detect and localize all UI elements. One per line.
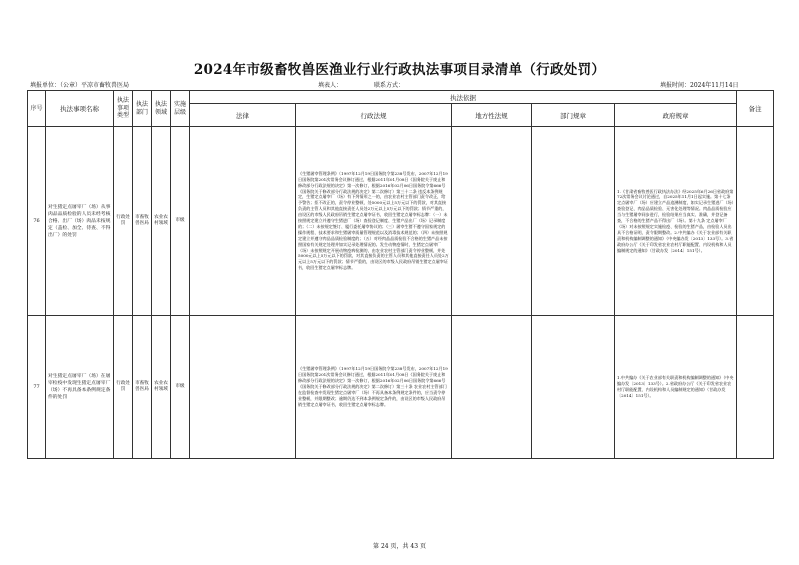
header-level: 实施层级 — [171, 91, 190, 127]
row-law — [190, 127, 296, 316]
row-gov-rule: 1.《甘肃省畜牧兽医行政执法办法》经2025年6月26日省政府第72次常务会议讨论通过，自2025年11月1日起实施。第十七条 定点屠宰厂（场）应建立产品追溯制度，如实记录生猪进厂（场）查验登记、肉品品质检验、无害化处理等情况。肉品品质检验应当与生猪屠宰同步进行，检验结果应当真实、准确，并登记备查，不合格的生猪产品不得出厂（场）。第十九条 定点屠宰厂（场）对未按照规定实施检疫、检验的生猪产品，由检验人员出具不合格证明，责令限期整改。2.中共编办《关于农业部有关职责和机构编制调整的通知》（中央编办发〔2013〕133号）。3.省政府办公厅《关于印发省农业农村厅职能配置、内设机构和人员编制规定的通知》（甘政办发〔2014〕151号）。 — [615, 127, 737, 316]
header-dept-rule: 部门规章 — [532, 104, 615, 127]
row-gov-rule: 1.中共编办《关于农业部有关职责和机构编制调整的通知》（中央编办发〔2013〕133号）。2.省政府办公厅《关于印发省农业农村厅职能配置、内设机构和人员编制规定的通知》（甘政办发〔2014〕151号）。 — [615, 316, 737, 459]
row-dept: 市畜牧兽医局 — [133, 316, 152, 459]
row-level: 市级 — [171, 316, 190, 459]
row-level: 市级 — [171, 127, 190, 316]
row-item-name: 对生猪定点屠宰厂（场）在屠宰检疫中发现生猪定点屠宰厂（场）不再具备本条例规定条件的处罚 — [46, 316, 114, 459]
row-dept-rule — [532, 127, 615, 316]
header-dept: 执法部门 — [133, 91, 152, 127]
row-item-type: 行政处罚 — [114, 316, 133, 459]
header-item-type: 执法事项类型 — [114, 91, 133, 127]
enforcement-table — [27, 90, 774, 459]
table-row — [28, 127, 774, 316]
reporting-unit: 填报单位：（公章）平凉市畜牧兽医局 — [30, 82, 130, 89]
header-field: 执法领域 — [152, 91, 171, 127]
row-field: 农业农村领域 — [152, 127, 171, 316]
row-remark — [737, 316, 774, 459]
row-seq: 76 — [28, 127, 46, 316]
row-regulation: 《生猪屠宰管理条例》（1997年12月19日国务院令第238号发布，2007年12月19日国务院第201次常务会议修订通过，根据2011年01月08日《国务院关于废止和修改部分行政法规的决定》第一次修订，根据2016年02月06日国务院令第666号《国务院关于修改部分行政法规的决定》第二次修订）第三十二条 违反本条例规定，生猪定点屠宰厂（场）有下列情形之一的，由农业农村主管部门责令改正，给予警告；拒不改正的，责令停业整顿，处5000元以上5万元以下的罚款，对其直接负责的主管人员和其他直接责任人员处2万元以上5万元以下的罚款；情节严重的，由设区的市级人民政府吊销生猪定点屠宰证书，收回生猪定点屠宰标志牌：（一）未按照规定建立并遵守生猪进厂（场）查验登记制度、生猪产品出厂（场）记录制度的；（二）未按规定签订、履行委托屠宰协议的；（三）屠宰生猪不遵守国家规定的操作规程、技术要求和生猪屠宰质量管理规范以及消毒技术规范的；（四）未按照规定建立并遵守肉品品质检验制度的；（五）对经肉品品质检验不合格的生猪产品未按照国家有关规定处理并如实记录处理情况的。发生动物疫情时，生猪定点屠宰厂（场）未按照规定开展动物疫病检测的，由农业农村主管部门责令停业整顿，并处5000元以上5万元以下的罚款，对其直接负责的主管人员和其他直接责任人员处2万元以上5万元以下的罚款；情节严重的，由设区的市级人民政府吊销生猪定点屠宰证书，收回生猪定点屠宰标志牌。 — [296, 127, 452, 316]
row-law — [190, 316, 296, 459]
contact: 联系方式： — [374, 82, 405, 89]
row-seq: 77 — [28, 316, 46, 459]
header-gov-rule: 政府规章 — [615, 104, 737, 127]
header-item-name: 执法事项名称 — [46, 91, 114, 127]
row-field: 农业农村领域 — [152, 316, 171, 459]
header-basis: 执法依据 — [190, 91, 737, 104]
header-remark: 备注 — [737, 91, 774, 127]
header-seq: 序号 — [28, 91, 46, 127]
page-number: 第 24 页，共 43 页 — [373, 543, 426, 550]
row-regulation: 《生猪屠宰管理条例》（1997年12月19日国务院令第238号发布，2007年12月19日国务院第201次常务会议修订通过，根据2011年01月08日《国务院关于废止和修改部分行政法规的决定》第一次修订，根据2016年02月06日国务院令第666号《国务院关于修改部分行政法规的决定》第二次修订）第三十条 农业农村主管部门在监督检查中发现生猪定点屠宰厂（场）不再具备本条例规定条件的，应当责令停业整顿，并限期整改；逾期仍达不到本条例规定条件的，由设区的市级人民政府吊销生猪定点屠宰证书，收回生猪定点屠宰标志牌。 — [296, 316, 452, 459]
report-date: 填报时间：2024年11月14日 — [660, 82, 739, 89]
row-local-regulation — [452, 127, 532, 316]
filler: 填表人： — [318, 82, 343, 89]
row-local-regulation — [452, 316, 532, 459]
table-row — [28, 316, 774, 459]
page-title: 2024年市级畜牧兽医渔业行业行政执法事项目录清单（行政处罚） — [193, 62, 606, 78]
row-dept: 市畜牧兽医局 — [133, 127, 152, 316]
header-local-regulation: 地方性法规 — [452, 104, 532, 127]
row-remark — [737, 127, 774, 316]
row-item-type: 行政处罚 — [114, 127, 133, 316]
row-dept-rule — [532, 316, 615, 459]
header-law: 法律 — [190, 104, 296, 127]
header-regulation: 行政法规 — [296, 104, 452, 127]
row-item-name: 对生猪定点屠宰厂（场）从事肉品品质检验的人员未经考核合格、出厂（场）肉品未按规定（盖检、加全、待查、不得出厂）的处罚 — [46, 127, 114, 316]
